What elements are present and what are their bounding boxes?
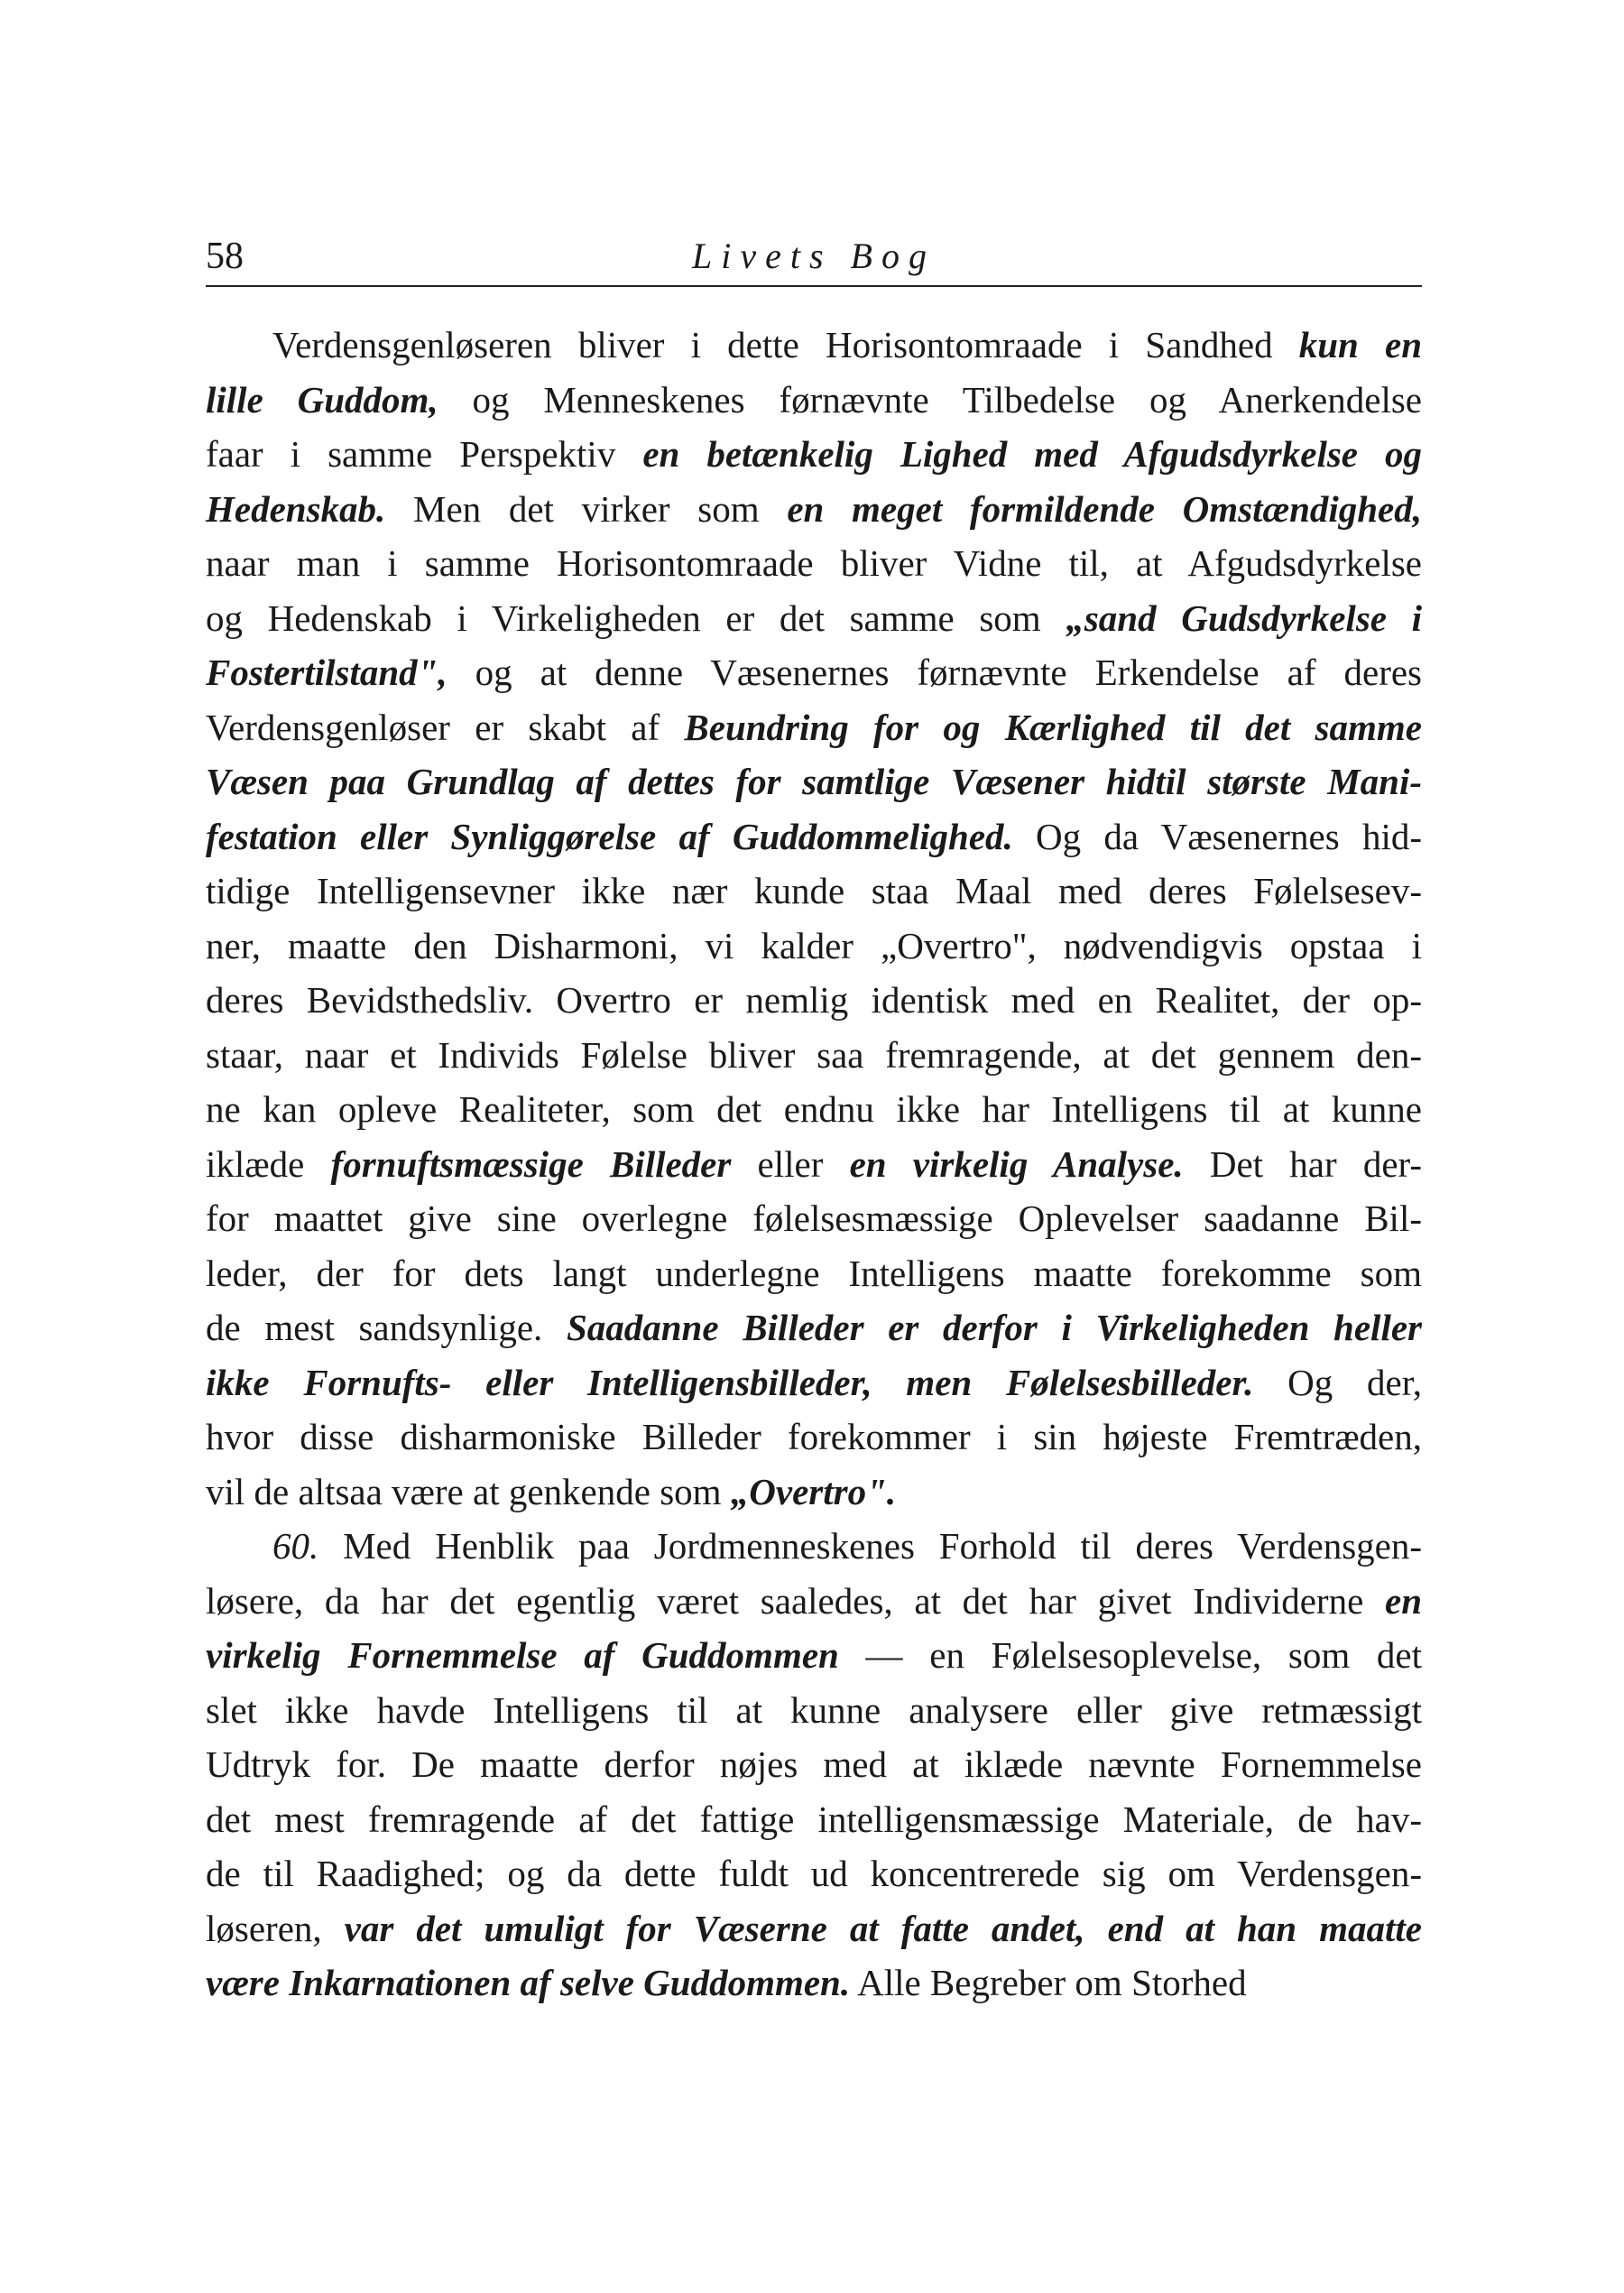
emphasis-text: en xyxy=(1385,1579,1422,1622)
text-run: Det har der- xyxy=(1183,1142,1423,1185)
text-run: og Hedenskab i Virkeligheden er det samme som xyxy=(206,596,1066,639)
emphasis-text: Væsen paa Grundlag af dettes for samtlige Væsener hidtil største Mani- xyxy=(206,761,1422,802)
emphasis-text: Beundring for og Kærlighed til det samme xyxy=(684,706,1422,748)
emphasis-text: „Overtro". xyxy=(730,1470,897,1512)
text-line xyxy=(206,482,1422,537)
text-line xyxy=(206,1737,1422,1792)
text-run: deres Bevidsthedsliv. Overtro er nemlig identisk med en Realitet, der op- xyxy=(206,979,1422,1021)
text-line xyxy=(206,645,1422,700)
text-run: for maattet give sine overlegne følelsesmæssige Oplevelser saadanne Bil- xyxy=(206,1197,1422,1239)
text-line xyxy=(206,1410,1422,1465)
text-run: — en Følelsesoplevelse, som det xyxy=(838,1634,1423,1676)
text-line xyxy=(206,1628,1422,1683)
text-line xyxy=(206,919,1422,974)
text-line xyxy=(206,1519,1422,1574)
text-run: iklæde xyxy=(206,1142,331,1185)
text-line xyxy=(206,591,1422,646)
text-line xyxy=(206,809,1422,864)
text-run: leder, der for dets langt underlegne Intelligens maatte forekomme som xyxy=(206,1252,1422,1294)
text-run: løseren, xyxy=(206,1907,345,1949)
text-line xyxy=(206,1465,1422,1520)
text-run: Men det virker som xyxy=(385,487,788,530)
paragraph-1 xyxy=(206,318,1422,1519)
page-header xyxy=(206,227,1422,287)
text-line xyxy=(206,1792,1422,1847)
text-run: Udtryk for. De maatte derfor nøjes med at iklæde nævnte Fornemmelse xyxy=(206,1743,1422,1785)
paragraph-2 xyxy=(206,1519,1422,2011)
text-line xyxy=(206,700,1422,755)
text-run: ner, maatte den Disharmoni, vi kalder „Overtro", nødvendigvis opstaa i xyxy=(206,924,1422,966)
text-run: de mest sandsynlige. xyxy=(206,1307,567,1348)
text-line xyxy=(206,318,1422,373)
text-run: Med Henblik paa Jordmenneskenes Forhold til deres Verdensgen- xyxy=(318,1525,1422,1567)
text-line xyxy=(206,427,1422,482)
text-line xyxy=(206,536,1422,591)
body-text xyxy=(206,318,1422,2011)
text-line xyxy=(206,973,1422,1028)
text-run: de til Raadighed; og da dette fuldt ud koncentrerede sig om Verdensgen- xyxy=(206,1853,1422,1894)
emphasis-text: være Inkarnationen af selve Guddommen. xyxy=(206,1962,851,2003)
text-run: ne kan opleve Realiteter, som det endnu ikke har Intelligens til at kunne xyxy=(206,1088,1422,1130)
text-line xyxy=(206,1082,1422,1137)
text-line xyxy=(206,1901,1422,1956)
text-run: det mest fremragende af det fattige intelligensmæssige Materiale, de hav- xyxy=(206,1798,1422,1840)
text-run: Verdensgenløseren bliver i dette Horisontomraade i Sandhed xyxy=(272,324,1299,365)
emphasis-text: en betænkelig Lighed med Afgudsdyrkelse og xyxy=(642,433,1422,475)
text-run: hvor disse disharmoniske Billeder forekommer i sin højeste Fremtræden, xyxy=(206,1416,1422,1457)
running-title: Livets Bog xyxy=(692,236,936,276)
text-line xyxy=(206,1028,1422,1083)
text-line xyxy=(206,1355,1422,1410)
text-run: og at denne Væsenernes førnævnte Erkendelse af deres xyxy=(447,652,1422,693)
page-number: 58 xyxy=(206,236,244,277)
text-line xyxy=(206,1574,1422,1629)
emphasis-text: Fostertilstand", xyxy=(206,652,448,693)
emphasis-text: var det umuligt for Væserne at fatte andet, end at han maatte xyxy=(344,1907,1422,1949)
text-line xyxy=(206,864,1422,919)
text-line xyxy=(206,1683,1422,1738)
text-run: tidige Intelligensevner ikke nær kunde staa Maal med deres Følelsesev- xyxy=(206,870,1422,911)
text-line xyxy=(206,754,1422,809)
text-run: Og da Væsenernes hid- xyxy=(1012,815,1422,857)
emphasis-text: festation eller Synliggørelse af Guddommelighed. xyxy=(206,815,1013,857)
text-line xyxy=(206,1246,1422,1301)
emphasis-text: en virkelig Analyse. xyxy=(849,1142,1184,1185)
emphasis-text: Hedenskab. xyxy=(206,487,386,530)
emphasis-text: kun en xyxy=(1298,324,1423,365)
text-run: eller xyxy=(731,1142,850,1185)
text-line xyxy=(206,1191,1422,1246)
text-line xyxy=(206,373,1422,428)
text-run: og Menneskenes førnævnte Tilbedelse og Anerkendelse xyxy=(438,378,1422,421)
section-number: 60. xyxy=(272,1525,319,1567)
emphasis-text: en meget formildende Omstændighed, xyxy=(787,487,1423,530)
text-run: løsere, da har det egentlig været saaledes, at det har givet Individerne xyxy=(206,1579,1385,1622)
text-run: vil de altsaa være at genkende som xyxy=(206,1470,731,1512)
text-run: staar, naar et Individs Følelse bliver saa fremragende, at det gennem den- xyxy=(206,1033,1422,1076)
text-line xyxy=(206,1956,1422,2011)
text-run: Verdensgenløser er skabt af xyxy=(206,706,685,748)
emphasis-text: Saadanne Billeder er derfor i Virkeligheden heller xyxy=(566,1307,1422,1348)
emphasis-text: virkelig Fornemmelse af Guddommen xyxy=(206,1634,839,1676)
text-run: Alle Begreber om Storhed xyxy=(850,1962,1247,2003)
emphasis-text: fornuftsmæssige Billeder xyxy=(330,1142,732,1185)
text-line xyxy=(206,1137,1422,1192)
text-run: Og der, xyxy=(1253,1361,1422,1403)
text-run: naar man i samme Horisontomraade bliver Vidne til, at Afgudsdyrkelse xyxy=(206,542,1422,584)
text-line xyxy=(206,1846,1422,1901)
emphasis-text: „sand Gudsdyrkelse i xyxy=(1066,596,1422,639)
emphasis-text: ikke Fornufts- eller Intelligensbilleder, men Følelsesbilleder. xyxy=(206,1361,1254,1403)
emphasis-text: lille Guddom, xyxy=(206,378,438,421)
text-run: faar i samme Perspektiv xyxy=(206,433,643,475)
text-line xyxy=(206,1300,1422,1355)
text-run: slet ikke havde Intelligens til at kunne analysere eller give retmæssigt xyxy=(206,1688,1422,1731)
